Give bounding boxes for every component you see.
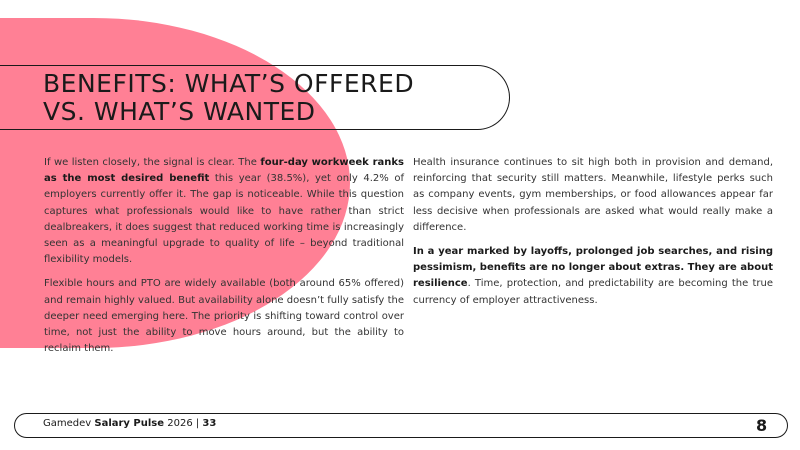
logo-icon: 8 <box>756 416 768 435</box>
footer-year: 2026 | <box>164 418 203 429</box>
right-paragraph-1: Health insurance continues to sit high both in provision and demand, reinforcing that security still matters. Meanwhile, lifestyle perks such as company events, gym memberships, or food allowances appear far less decisive when professionals are asked what would really make a difference. <box>413 157 773 233</box>
left-paragraph-1 <box>44 155 404 268</box>
bold-highlight: In a year marked by layoffs, prolonged job searches, and rising pessimism, benefits are no longer about extras. They are about resilience <box>413 246 773 290</box>
footer-report-name: Salary Pulse <box>94 418 165 429</box>
right-column <box>413 155 773 317</box>
text-run: If we listen closely, the signal is clear. The <box>44 157 261 168</box>
right-paragraph-2 <box>413 244 773 309</box>
title-line-1: BENEFITS: WHAT’S OFFERED <box>43 69 415 98</box>
footer-caption <box>43 418 216 429</box>
left-paragraph-2: Flexible hours and PTO are widely available (both around 65% offered) and remain highly valued. But availability alone doesn’t fully satisfy the deeper need emerging here. The priority is shifting toward control over time, not just the ability to move hours around, but the ability to reclaim them. <box>44 278 404 355</box>
title-line-2: VS. WHAT’S WANTED <box>43 97 316 126</box>
text-run: . Time, protection, and predictability are becoming the true currency of employer attractiveness. <box>413 278 773 306</box>
text-run: this year (38.5%), yet only 4.2% of employers currently offer it. The gap is noticeable. While this question captures what professionals would like to have rather than strict dealbreakers, it does suggest that reduced working time is increasingly seen as a meaningful upgrade to quality of life – beyond traditional flexibility models. <box>44 173 404 266</box>
page-number: 33 <box>202 418 217 429</box>
page-title <box>43 70 414 126</box>
bold-highlight: four-day workweek ranks as the most desired benefit <box>44 157 404 185</box>
left-column <box>44 155 404 365</box>
footer-brand: Gamedev <box>43 418 95 429</box>
